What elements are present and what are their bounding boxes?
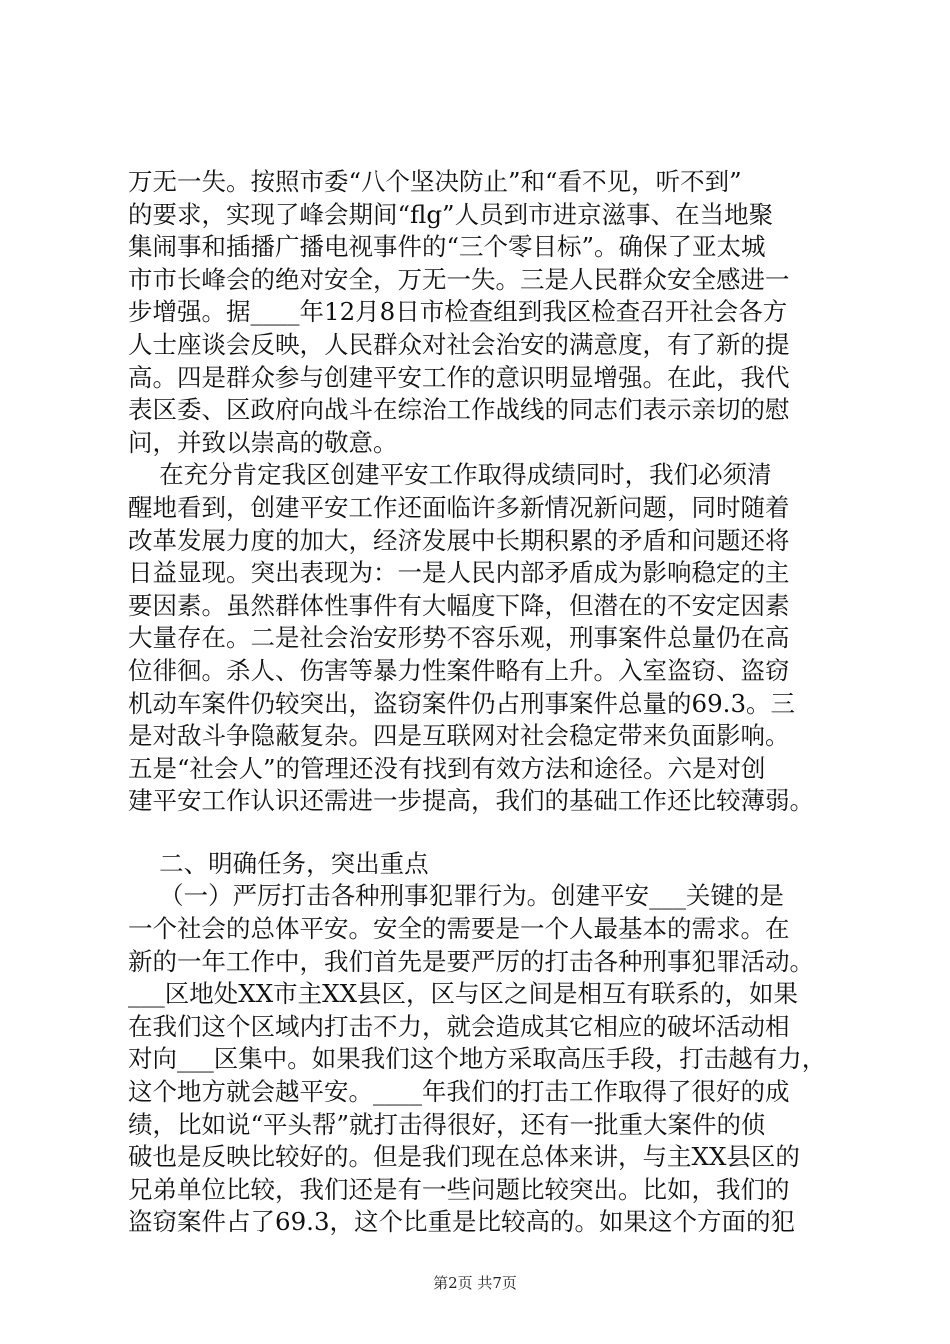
text-line: 破也是反映比较好的。但是我们现在总体来讲，与主XX县区的 xyxy=(128,1142,800,1172)
text-line: 高。四是群众参与创建平安工作的意识明显增强。在此，我代 xyxy=(128,362,790,392)
text-line: 一个社会的总体平安。安全的需要是一个人最基本的需求。在 xyxy=(128,914,790,944)
section-achievements-and-problems xyxy=(128,166,846,818)
text-line: 改革发展力度的加大，经济发展中长期积累的矛盾和问题还将 xyxy=(128,525,790,555)
text-line: 这个地方就会越平安。____年我们的打击工作取得了很好的成 xyxy=(128,1077,790,1107)
text-line: 表区委、区政府向战斗在综治工作战线的同志们表示亲切的慰 xyxy=(128,395,790,425)
text-line: 五是“社会人”的管理还没有找到有效方法和途径。六是对创 xyxy=(128,753,766,783)
text-line: 位徘徊。杀人、伤害等暴力性案件略有上升。入室盗窃、盗窃 xyxy=(128,655,790,685)
text-line: 建平安工作认识还需进一步提高，我们的基础工作还比较薄弱。 xyxy=(128,786,814,816)
document-body xyxy=(128,166,846,1239)
text-line: 集闹事和插播广播电视事件的“三个零目标”。确保了亚太城 xyxy=(128,232,766,262)
text-line: 问，并致以崇高的敬意。 xyxy=(128,427,398,457)
text-line: 新的一年工作中，我们首先是要严厉的打击各种刑事犯罪活动。 xyxy=(128,946,814,976)
text-line: 机动车案件仍较突出，盗窃案件仍占刑事案件总量的69.3。三 xyxy=(128,688,796,718)
text-line: 人士座谈会反映，人民群众对社会治安的满意度，有了新的提 xyxy=(128,329,790,359)
paragraph-gap xyxy=(128,818,846,848)
text-line: 市市长峰会的绝对安全，万无一失。三是人民群众安全感进一 xyxy=(128,264,790,294)
page-footer: 第2页 共7页 xyxy=(433,1274,517,1292)
text-line: 在充分肯定我区创建平安工作取得成绩同时，我们必须清 xyxy=(128,460,772,490)
section-tasks-and-priorities xyxy=(128,848,846,1239)
text-line: 醒地看到，创建平安工作还面临许多新情况新问题，同时随着 xyxy=(128,492,790,522)
text-line: 在我们这个区域内打击不力，就会造成其它相应的破坏活动相 xyxy=(128,1011,790,1041)
text-line: 盗窃案件占了69.3，这个比重是比较高的。如果这个方面的犯 xyxy=(128,1207,796,1237)
text-line: 兄弟单位比较，我们还是有一些问题比较突出。比如，我们的 xyxy=(128,1174,790,1204)
text-line: 万无一失。按照市委“八个坚决防止”和“看不见，听不到” xyxy=(128,167,742,196)
text-line: 日益显现。突出表现为：一是人民内部矛盾成为影响稳定的主 xyxy=(128,558,790,588)
text-line: 要因素。虽然群体性事件有大幅度下降，但潜在的不安定因素 xyxy=(128,590,790,620)
text-line: 的要求，实现了峰会期间“flg”人员到市进京滋事、在当地聚 xyxy=(128,199,774,229)
text-line: ___区地处XX市主XX县区，区与区之间是相互有联系的，如果 xyxy=(128,979,799,1009)
text-line: 步增强。据____年12月8日市检查组到我区检查召开社会各方 xyxy=(128,297,788,327)
text-line: （一）严厉打击各种刑事犯罪行为。创建平安___关键的是 xyxy=(128,881,784,911)
text-line: 大量存在。二是社会治安形势不容乐观，刑事案件总量仍在高 xyxy=(128,623,790,653)
text-line: 是对敌斗争隐蔽复杂。四是互联网对社会稳定带来负面影响。 xyxy=(128,721,790,751)
section-heading: 二、明确任务，突出重点 xyxy=(128,848,429,878)
text-line: 对向___区集中。如果我们这个地方采取高压手段，打击越有力， xyxy=(128,1044,827,1074)
text-line: 绩，比如说“平头帮”就打击得很好，还有一批重大案件的侦 xyxy=(128,1109,766,1139)
